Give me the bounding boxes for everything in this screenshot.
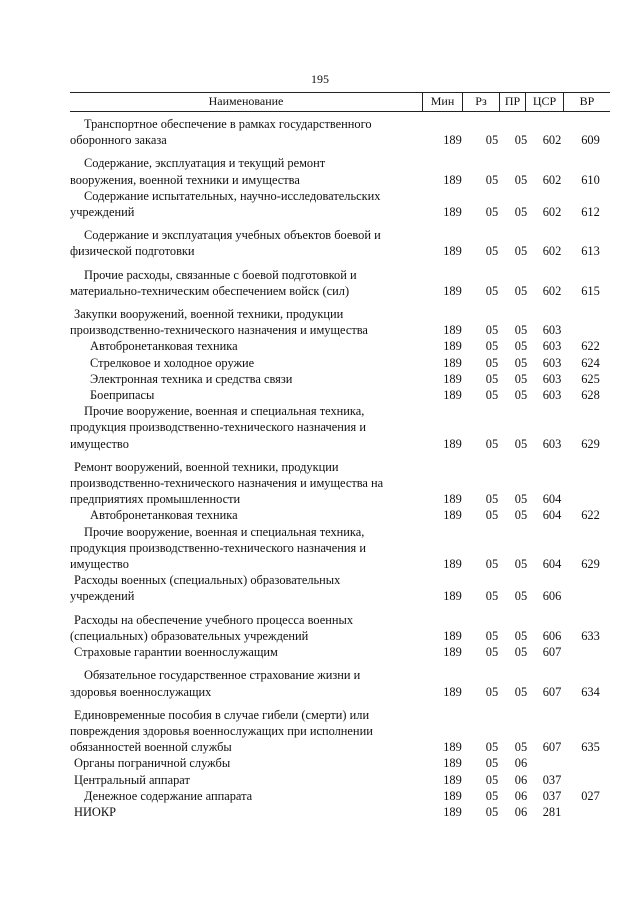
row-name-line: предприятиях промышленности [70, 492, 241, 507]
cell-vr: 634 [581, 684, 600, 699]
cell-vr: 610 [581, 172, 600, 187]
cell-vr: 615 [581, 283, 600, 298]
table-row [70, 227, 610, 259]
cell-min: 189 [443, 740, 462, 755]
table-row [70, 355, 610, 371]
cell-min: 189 [443, 508, 462, 523]
cell-pr: 05 [514, 172, 528, 187]
row-name-line: производственно-технического назначения и имущества [70, 323, 368, 338]
cell-rz: 05 [485, 772, 499, 787]
cell-min: 189 [443, 323, 462, 338]
row-name [70, 371, 430, 387]
cell-pr: 05 [514, 492, 528, 507]
table-body [70, 112, 610, 820]
cell-vr: 609 [581, 133, 600, 148]
cell-pr: 06 [514, 788, 528, 803]
cell-rz: 05 [485, 788, 499, 803]
cell-rz: 05 [485, 323, 499, 338]
cell-csr: 037 [542, 772, 562, 787]
cell-rz: 05 [485, 645, 499, 660]
cell-min: 189 [443, 684, 462, 699]
row-name-line: Содержание испытательных, научно-исследовательских [84, 188, 381, 203]
row-name-line: учреждений [70, 589, 135, 604]
cell-vr: 628 [581, 388, 600, 403]
cell-vr: 612 [581, 205, 600, 220]
header-pr: ПР [499, 93, 525, 111]
table-row [70, 644, 610, 660]
row-name-line: Органы пограничной службы [74, 756, 231, 771]
table-row [70, 387, 610, 403]
row-name-line: материально-техническим обеспечением войск (сил) [70, 283, 350, 298]
table-row [70, 267, 610, 299]
row-name [70, 306, 430, 338]
row-name-line: Обязательное государственное страхование жизни и [84, 668, 361, 683]
table-row [70, 155, 610, 187]
cell-vr: 629 [581, 436, 600, 451]
row-name-line: здоровья военнослужащих [70, 684, 212, 699]
cell-vr: 622 [581, 339, 600, 354]
cell-rz: 05 [485, 557, 499, 572]
row-name [70, 338, 430, 354]
cell-pr: 05 [514, 557, 528, 572]
table-header [70, 92, 610, 112]
cell-rz: 05 [485, 133, 499, 148]
cell-rz: 05 [485, 756, 499, 771]
table-row [70, 371, 610, 387]
cell-min: 189 [443, 283, 462, 298]
row-name [70, 788, 430, 804]
row-name-line: продукция производственно-технического назначения и [70, 420, 366, 435]
cell-rz: 05 [485, 388, 499, 403]
cell-pr: 06 [514, 804, 528, 819]
cell-csr: 606 [542, 589, 562, 604]
row-name-line: Автобронетанковая техника [90, 508, 238, 523]
cell-csr: 602 [542, 172, 562, 187]
cell-pr: 05 [514, 323, 528, 338]
row-name-line: учреждений [70, 205, 135, 220]
header-csr: ЦСР [525, 93, 563, 111]
cell-vr: 625 [581, 371, 600, 386]
cell-vr: 613 [581, 244, 600, 259]
row-name [70, 644, 430, 660]
cell-rz: 05 [485, 283, 499, 298]
header-rz: Рз [462, 93, 499, 111]
row-name-line: (специальных) образовательных учреждений [70, 628, 309, 643]
row-name-line: НИОКР [74, 804, 116, 819]
cell-csr: 607 [542, 684, 562, 699]
cell-vr: 622 [581, 508, 600, 523]
cell-min: 189 [443, 244, 462, 259]
cell-pr: 05 [514, 388, 528, 403]
row-name-line: Прочие вооружение, военная и специальная техника, [84, 404, 365, 419]
row-name-line: Стрелковое и холодное оружие [90, 355, 255, 370]
row-name-line: Автобронетанковая техника [90, 339, 238, 354]
cell-rz: 05 [485, 355, 499, 370]
row-name [70, 155, 430, 187]
row-name-line: Расходы военных (специальных) образовательных [74, 573, 341, 588]
row-name-line: имущество [70, 557, 129, 572]
cell-rz: 05 [485, 371, 499, 386]
row-name-line: производственно-технического назначения и имущества на [70, 476, 384, 491]
cell-csr: 607 [542, 645, 562, 660]
cell-pr: 05 [514, 244, 528, 259]
row-name-line: Денежное содержание аппарата [84, 788, 253, 803]
header-vr: ВР [563, 93, 610, 111]
row-name-line: Транспортное обеспечение в рамках государственного [84, 117, 372, 131]
row-name-line: продукция производственно-технического назначения и [70, 540, 366, 555]
row-name [70, 572, 430, 604]
cell-csr: 602 [542, 205, 562, 220]
cell-pr: 05 [514, 684, 528, 699]
row-name-line: вооружения, военной техники и имущества [70, 172, 300, 187]
cell-pr: 05 [514, 133, 528, 148]
row-name-line: Центральный аппарат [74, 772, 190, 787]
cell-csr: 602 [542, 283, 562, 298]
row-name [70, 355, 430, 371]
cell-min: 189 [443, 172, 462, 187]
table-row [70, 306, 610, 338]
cell-csr: 604 [542, 557, 562, 572]
row-name-line: имущество [70, 436, 129, 451]
row-name-line: Электронная техника и средства связи [90, 371, 293, 386]
cell-vr: 629 [581, 557, 600, 572]
cell-min: 189 [443, 133, 462, 148]
cell-csr: 603 [542, 323, 562, 338]
cell-min: 189 [443, 772, 462, 787]
cell-csr: 602 [542, 244, 562, 259]
row-name-line: Содержание, эксплуатация и текущий ремонт [84, 156, 326, 171]
cell-pr: 05 [514, 339, 528, 354]
row-name-line: Содержание и эксплуатация учебных объектов боевой и [84, 228, 381, 243]
row-name-line: Закупки вооружений, военной техники, продукции [74, 307, 344, 322]
cell-min: 189 [443, 628, 462, 643]
row-name [70, 387, 430, 403]
cell-csr: 604 [542, 492, 562, 507]
table-row [70, 788, 610, 804]
cell-rz: 05 [485, 436, 499, 451]
cell-vr: 027 [581, 788, 600, 803]
cell-pr: 05 [514, 740, 528, 755]
row-name [70, 707, 430, 756]
cell-rz: 05 [485, 804, 499, 819]
cell-min: 189 [443, 557, 462, 572]
cell-csr: 603 [542, 355, 562, 370]
budget-table [70, 92, 610, 820]
table-row [70, 707, 610, 756]
cell-csr: 604 [542, 508, 562, 523]
cell-csr: 602 [542, 133, 562, 148]
cell-csr: 607 [542, 740, 562, 755]
table-row [70, 772, 610, 788]
row-name [70, 507, 430, 523]
cell-csr: 606 [542, 628, 562, 643]
cell-rz: 05 [485, 508, 499, 523]
cell-pr: 05 [514, 371, 528, 386]
cell-min: 189 [443, 436, 462, 451]
row-name-line: Единовременные пособия в случае гибели (смерти) или [74, 707, 370, 722]
cell-min: 189 [443, 756, 462, 771]
row-name [70, 524, 430, 573]
row-name [70, 612, 430, 644]
cell-rz: 05 [485, 244, 499, 259]
row-name [70, 116, 430, 148]
table-row [70, 507, 610, 523]
table-row [70, 572, 610, 604]
row-name-line: физической подготовки [70, 244, 195, 259]
table-row [70, 116, 610, 148]
row-name-line: оборонного заказа [70, 133, 167, 148]
row-name-line: Боеприпасы [90, 388, 155, 403]
cell-min: 189 [443, 492, 462, 507]
cell-pr: 05 [514, 355, 528, 370]
header-name: Наименование [208, 94, 284, 108]
row-name [70, 772, 430, 788]
cell-pr: 05 [514, 628, 528, 643]
cell-pr: 05 [514, 645, 528, 660]
cell-vr: 624 [581, 355, 600, 370]
header-min: Мин [422, 93, 462, 111]
row-name [70, 667, 430, 699]
cell-rz: 05 [485, 589, 499, 604]
cell-pr: 05 [514, 589, 528, 604]
cell-rz: 05 [485, 339, 499, 354]
table-row [70, 804, 610, 820]
row-name-line: обязанностей военной службы [70, 740, 232, 755]
table-row [70, 459, 610, 508]
cell-rz: 05 [485, 740, 499, 755]
table-row [70, 338, 610, 354]
cell-min: 189 [443, 804, 462, 819]
row-name [70, 267, 430, 299]
table-row [70, 667, 610, 699]
cell-min: 189 [443, 339, 462, 354]
cell-min: 189 [443, 589, 462, 604]
cell-csr: 037 [542, 788, 562, 803]
cell-csr: 603 [542, 436, 562, 451]
cell-pr: 05 [514, 508, 528, 523]
cell-pr: 05 [514, 436, 528, 451]
row-name [70, 459, 430, 508]
cell-min: 189 [443, 388, 462, 403]
cell-pr: 06 [514, 756, 528, 771]
cell-pr: 06 [514, 772, 528, 787]
cell-csr: 603 [542, 388, 562, 403]
cell-vr: 633 [581, 628, 600, 643]
row-name [70, 804, 430, 820]
row-name [70, 188, 430, 220]
row-name [70, 755, 430, 771]
cell-min: 189 [443, 205, 462, 220]
cell-csr: 603 [542, 339, 562, 354]
table-row [70, 755, 610, 771]
row-name-line: Ремонт вооружений, военной техники, продукции [74, 459, 339, 474]
cell-rz: 05 [485, 172, 499, 187]
cell-min: 189 [443, 371, 462, 386]
cell-min: 189 [443, 355, 462, 370]
table-row [70, 612, 610, 644]
row-name [70, 403, 430, 452]
row-name-line: Расходы на обеспечение учебного процесса военных [74, 612, 354, 627]
table-row [70, 188, 610, 220]
cell-rz: 05 [485, 492, 499, 507]
cell-csr: 281 [542, 804, 562, 819]
table-row [70, 524, 610, 573]
cell-min: 189 [443, 788, 462, 803]
row-name-line: Прочие расходы, связанные с боевой подготовкой и [84, 267, 357, 282]
cell-vr: 635 [581, 740, 600, 755]
cell-min: 189 [443, 645, 462, 660]
row-name-line: Прочие вооружение, военная и специальная техника, [84, 524, 365, 539]
cell-rz: 05 [485, 628, 499, 643]
cell-csr: 603 [542, 371, 562, 386]
cell-pr: 05 [514, 283, 528, 298]
cell-rz: 05 [485, 205, 499, 220]
row-name [70, 227, 430, 259]
cell-pr: 05 [514, 205, 528, 220]
row-name-line: Страховые гарантии военнослужащим [74, 645, 278, 660]
cell-rz: 05 [485, 684, 499, 699]
table-row [70, 403, 610, 452]
page-number: 195 [311, 72, 329, 86]
row-name-line: повреждения здоровья военнослужащих при исполнении [70, 723, 373, 738]
